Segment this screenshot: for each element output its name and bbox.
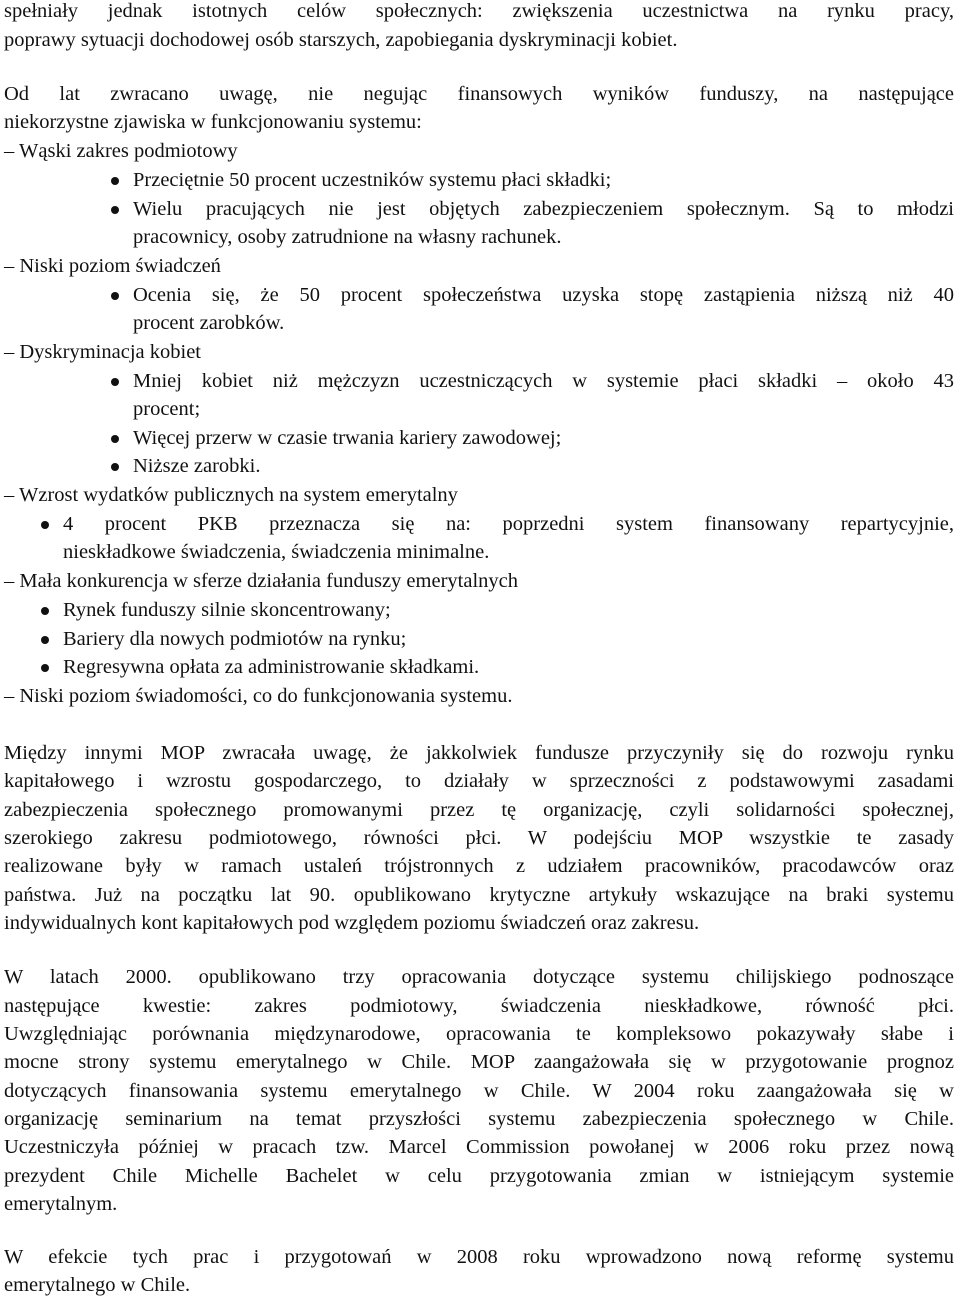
dash-marker: – [4, 484, 15, 506]
list-item-text: 4 procent PKB przeznacza się na: poprzedni system finansowany repartycyjnie, [63, 513, 954, 535]
bullet-icon [111, 292, 119, 300]
bullet-icon [111, 177, 119, 185]
list-item-text: nieskładkowe świadczenia, świadczenia minimalne. [63, 541, 490, 563]
list-item-text: Regresywna opłata za administrowanie składkami. [63, 656, 480, 678]
dash-marker: – [4, 570, 15, 592]
issue-heading [4, 252, 221, 281]
text-line: W efekcie tych prac i przygotowań w 2008 roku wprowadzono nową reformę systemu [4, 1246, 954, 1268]
list-item-text: Rynek funduszy silnie skoncentrowany; [63, 599, 391, 621]
bullet-icon [41, 607, 49, 615]
text-line: Od lat zwracano uwagę, nie negując finansowych wyników funduszy, na następujące [4, 83, 954, 105]
issue-heading [4, 137, 238, 166]
text-line: dotyczących finansowania systemu emerytalnego w Chile. W 2004 roku zaangażowała się w [4, 1080, 954, 1102]
bullet-icon [111, 463, 119, 471]
list-item-text: Mniej kobiet niż mężczyzn uczestniczących w systemie płaci składki – około 43 [133, 370, 954, 392]
text-line: emerytalnego w Chile. [4, 1274, 191, 1296]
text-line: spełniały jednak istotnych celów społecznych: zwiększenia uczestnictwa na rynku pracy, [4, 0, 954, 22]
text-line: kapitałowego i wzrostu gospodarczego, to działały w sprzeczności z podstawowymi zasadami [4, 770, 954, 792]
list-item-text: Więcej przerw w czasie trwania kariery zawodowej; [133, 427, 562, 449]
text-line: mocne strony systemu emerytalnego w Chile. MOP zaangażowała się w przygotowanie prognoz [4, 1051, 954, 1073]
list-item-text: Niższe zarobki. [133, 455, 261, 477]
issue-heading-text: Niski poziom świadczeń [19, 255, 221, 277]
issue-heading-text: Dyskryminacja kobiet [19, 341, 201, 363]
bullet-icon [111, 435, 119, 443]
dash-marker: – [4, 255, 15, 277]
text-line: W latach 2000. opublikowano trzy opracowania dotyczące systemu chilijskiego podnoszące [4, 966, 954, 988]
text-line: Uczestniczyła później w pracach tzw. Marcel Commission powołanej w 2006 roku przez nową [4, 1136, 954, 1158]
text-line: organizację seminarium na temat przyszłości systemu zabezpieczenia społecznego w Chile. [4, 1108, 954, 1130]
list-item-text: pracownicy, osoby zatrudnione na własny rachunek. [133, 226, 562, 248]
list-item-text: procent zarobków. [133, 312, 285, 334]
list-item-text: Bariery dla nowych podmiotów na rynku; [63, 628, 407, 650]
dash-marker: – [4, 341, 15, 363]
bullet-icon [41, 636, 49, 644]
text-line: indywidualnych kont kapitałowych pod względem poziomu świadczeń oraz zakresu. [4, 912, 700, 934]
bullet-icon [111, 378, 119, 386]
bullet-icon [111, 206, 119, 214]
text-line: poprawy sytuacji dochodowej osób starszych, zapobiegania dyskryminacji kobiet. [4, 29, 678, 51]
text-line: emerytalnym. [4, 1193, 118, 1215]
text-line: niekorzystne zjawiska w funkcjonowaniu systemu: [4, 111, 422, 133]
list-item-text: Wielu pracujących nie jest objętych zabezpieczeniem społecznym. Są to młodzi [133, 198, 954, 220]
issue-heading [4, 567, 518, 596]
text-line: państwa. Już na początku lat 90. opublikowano krytyczne artykuły wskazujące na braki systemu [4, 884, 954, 906]
bullet-icon [41, 664, 49, 672]
list-item-text: Ocenia się, że 50 procent społeczeństwa uzyska stopę zastąpienia niższą niż 40 [133, 284, 954, 306]
bullet-icon [41, 521, 49, 529]
issue-heading-text: Wąski zakres podmiotowy [19, 140, 238, 162]
list-item-text: procent; [133, 398, 201, 420]
text-line: szerokiego zakresu podmiotowego, równości płci. W podejściu MOP wszystkie te zasady [4, 827, 954, 849]
dash-marker: – [4, 140, 15, 162]
dash-marker: – [4, 685, 15, 707]
text-line: Uwzględniając porównania międzynarodowe, opracowania te kompleksowo pokazywały słabe i [4, 1023, 954, 1045]
list-item-text: Przeciętnie 50 procent uczestników systemu płaci składki; [133, 169, 612, 191]
issue-heading [4, 481, 458, 510]
text-line: Między innymi MOP zwracała uwagę, że jakkolwiek fundusze przyczyniły się do rozwoju rynku [4, 742, 954, 764]
text-line: zabezpieczenia społecznego promowanymi przez tę organizację, czyli solidarności społecznej, [4, 799, 954, 821]
text-line: prezydent Chile Michelle Bachelet w celu przygotowania zmian w istniejącym systemie [4, 1165, 954, 1187]
issue-heading [4, 338, 201, 367]
text-line: realizowane były w ramach ustaleń trójstronnych z udziałem pracowników, pracodawców oraz [4, 855, 954, 877]
issue-heading-text: Mała konkurencja w sferze działania funduszy emerytalnych [19, 570, 518, 592]
issue-heading-text: Wzrost wydatków publicznych na system emerytalny [19, 484, 458, 506]
issue-heading [4, 682, 512, 711]
issue-heading-text: Niski poziom świadomości, co do funkcjonowania systemu. [19, 685, 513, 707]
text-line: następujące kwestie: zakres podmiotowy, świadczenia nieskładkowe, równość płci. [4, 995, 954, 1017]
